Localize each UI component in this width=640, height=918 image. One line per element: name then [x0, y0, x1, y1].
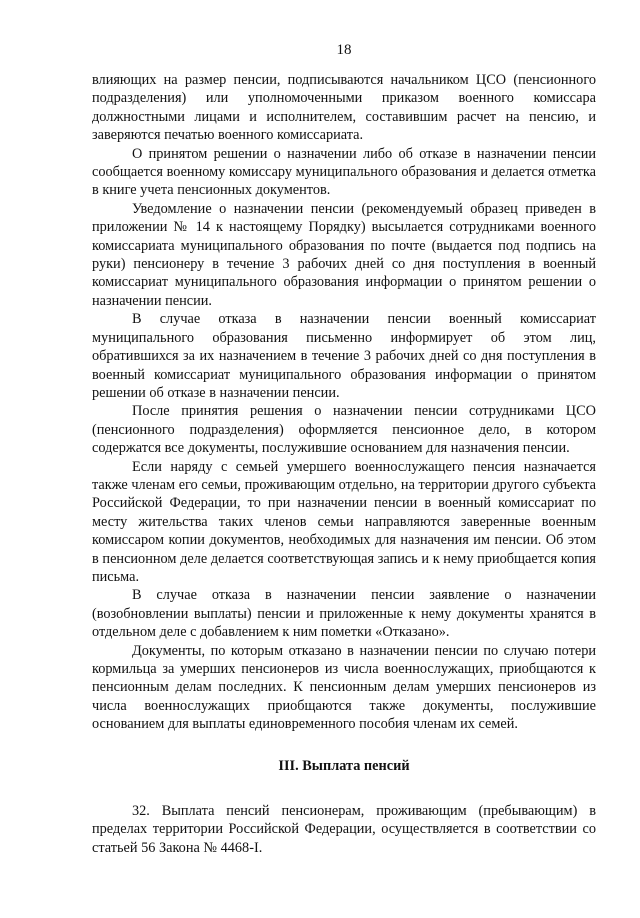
paragraph-continuation: влияющих на размер пенсии, подписываются начальником ЦСО (пенсионного подразделения) или уполномоченными приказом военного комиссара должностными лицами и исполнителем, составившим расчет на пенсию, и заверяются печатью военного комиссариата. — [92, 72, 596, 144]
page-number: 18 — [336, 42, 352, 58]
paragraph-32: 32. Выплата пенсий пенсионерам, проживающим (пребывающим) в пределах территории Российской Федерации, осуществляется в соответствии со статьей 56 Закона № 4468-I. — [92, 803, 596, 856]
paragraph-survivor-documents: Документы, по которым отказано в назначении пенсии по случаю потери кормильца за умерших пенсионеров из числа военнослужащих, приобщаются к пенсионным делам последних. К пенсионным делам умерших пенсионеров из числа военнослужащих приобщаются также документы, послужившие основанием для выплаты единовременного пособия членам их семей. — [92, 642, 596, 733]
paragraph-family-members: Если наряду с семьей умершего военнослужащего пенсия назначается также членам его семьи, проживающим отдельно, на территории другого субъекта Российской Федерации, то при назначении пенсии в военный комиссариат по месту жительства таких членов семьи направляются заверенные военным комиссаром копии документов, необходимых для назначения им пенсии. Об этом в пенсионном деле делается соответствующая запись и к нему приобщается копия письма. — [92, 458, 596, 585]
paragraph-decision-notice: О принятом решении о назначении либо об отказе в назначении пенсии сообщается военному комиссару муниципального образования и делается отметка в книге учета пенсионных документов. — [92, 145, 596, 199]
paragraph-notification: Уведомление о назначении пенсии (рекомендуемый образец приведен в приложении № 14 к настоящему Порядку) высылается сотрудниками военного комиссариата муниципального образования по почте (выдается под подпись на руки) пенсионеру в течение 3 рабочих дней со дня поступления в военный комиссариат муниципального образования информации о принятом решении о назначении пенсии. — [92, 200, 596, 309]
paragraph-pension-file: После принятия решения о назначении пенсии сотрудниками ЦСО (пенсионного подразделения) оформляется пенсионное дело, в котором содержатся все документы, послужившие основанием для назначения пенсии. — [92, 403, 596, 457]
paragraph-refusal-storage: В случае отказа в назначении пенсии заявление о назначении (возобновлении выплаты) пенсии и приложенные к нему документы хранятся в отдельном деле с добавлением к ним пометки «Отказано». — [92, 587, 596, 641]
section-heading: III. Выплата пенсий — [278, 757, 410, 774]
paragraph-refusal-inform: В случае отказа в назначении пенсии военный комиссариат муниципального образования письменно информирует об этом лиц, обратившихся за их назначением в течение 3 рабочих дней со дня поступления в военный комиссариат муниципального образования информации о принятом решении об отказе в назначении пенсии. — [92, 311, 596, 401]
